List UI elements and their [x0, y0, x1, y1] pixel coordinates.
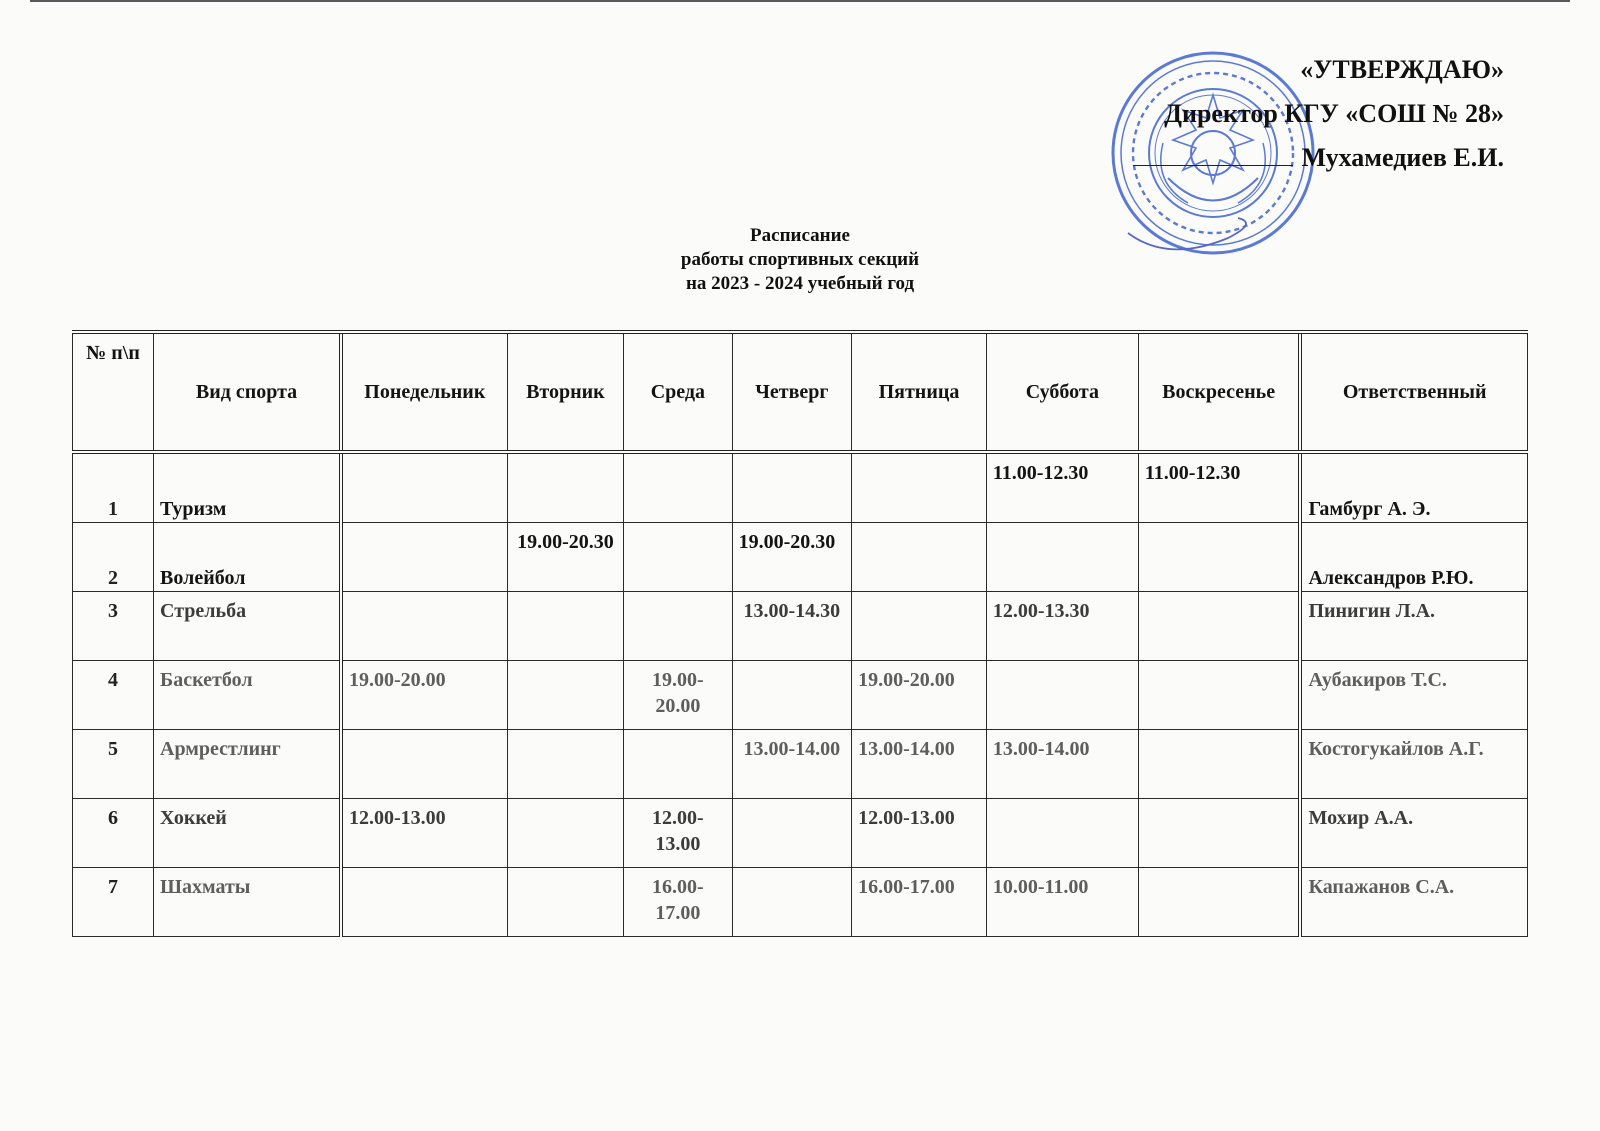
cell-wednesday: 19.00-20.00: [624, 661, 732, 730]
cell-wednesday: 12.00-13.00: [624, 799, 732, 868]
cell-tuesday: [507, 799, 624, 868]
table-row: [73, 730, 1528, 799]
cell-thursday: [732, 799, 852, 868]
cell-saturday: [986, 661, 1138, 730]
cell-tuesday: 19.00-20.30: [507, 523, 624, 592]
row-sport: Туризм: [154, 452, 341, 523]
row-responsible: Мохир А.А.: [1300, 799, 1527, 868]
header-saturday: Суббота: [986, 332, 1138, 452]
cell-tuesday: [507, 730, 624, 799]
row-responsible: Капажанов С.А.: [1300, 868, 1527, 937]
cell-wednesday: [624, 523, 732, 592]
cell-sunday: [1138, 868, 1300, 937]
row-number: 2: [73, 523, 154, 592]
row-number: 5: [73, 730, 154, 799]
title-line-2: работы спортивных секций: [680, 249, 920, 270]
cell-friday: 12.00-13.00: [852, 799, 987, 868]
cell-friday: [852, 592, 987, 661]
approval-title: «УТВЕРЖДАЮ»: [1300, 55, 1504, 84]
schedule-table: [72, 330, 1528, 937]
row-responsible: Гамбург А. Э.: [1300, 452, 1527, 523]
cell-thursday: 13.00-14.30: [732, 592, 852, 661]
cell-tuesday: [507, 868, 624, 937]
cell-wednesday: 16.00-17.00: [624, 868, 732, 937]
cell-tuesday: [507, 661, 624, 730]
header-friday: Пятница: [852, 332, 987, 452]
cell-monday: [341, 523, 507, 592]
table-row: [73, 452, 1528, 523]
cell-friday: 13.00-14.00: [852, 730, 987, 799]
cell-saturday: 12.00-13.30: [986, 592, 1138, 661]
cell-sunday: 11.00-12.30: [1138, 452, 1300, 523]
header-number: № п\п: [73, 332, 154, 452]
cell-saturday: 11.00-12.30: [986, 452, 1138, 523]
row-sport: Шахматы: [154, 868, 341, 937]
cell-thursday: 19.00-20.30: [732, 523, 852, 592]
row-responsible: Александров Р.Ю.: [1300, 523, 1527, 592]
cell-sunday: [1138, 661, 1300, 730]
header-responsible: Ответственный: [1300, 332, 1527, 452]
cell-sunday: [1138, 523, 1300, 592]
cell-wednesday: [624, 452, 732, 523]
cell-saturday: [986, 523, 1138, 592]
row-responsible: Пинигин Л.А.: [1300, 592, 1527, 661]
cell-sunday: [1138, 799, 1300, 868]
header-monday: Понедельник: [341, 332, 507, 452]
cell-wednesday: [624, 592, 732, 661]
cell-saturday: 13.00-14.00: [986, 730, 1138, 799]
cell-monday: [341, 868, 507, 937]
scan-top-edge: [30, 0, 1570, 2]
row-sport: Волейбол: [154, 523, 341, 592]
row-number: 3: [73, 592, 154, 661]
row-number: 7: [73, 868, 154, 937]
cell-monday: 19.00-20.00: [341, 661, 507, 730]
document-title: [0, 224, 1600, 296]
table-row: [73, 523, 1528, 592]
table-row: [73, 592, 1528, 661]
cell-saturday: [986, 799, 1138, 868]
cell-friday: [852, 452, 987, 523]
approval-name: Мухамедиев Е.И.: [1301, 143, 1504, 172]
cell-saturday: 10.00-11.00: [986, 868, 1138, 937]
cell-thursday: 13.00-14.00: [732, 730, 852, 799]
cell-friday: 16.00-17.00: [852, 868, 987, 937]
header-sport: Вид спорта: [154, 332, 341, 452]
cell-friday: 19.00-20.00: [852, 661, 987, 730]
table-row: [73, 868, 1528, 937]
table-row: [73, 661, 1528, 730]
header-tuesday: Вторник: [507, 332, 624, 452]
approval-position: Директор КГУ «СОШ № 28»: [1164, 99, 1504, 128]
approval-signatory: [1044, 136, 1504, 180]
cell-tuesday: [507, 452, 624, 523]
header-wednesday: Среда: [624, 332, 732, 452]
cell-sunday: [1138, 592, 1300, 661]
cell-monday: [341, 452, 507, 523]
row-number: 4: [73, 661, 154, 730]
row-responsible: Аубакиров Т.С.: [1300, 661, 1527, 730]
row-sport: Стрельба: [154, 592, 341, 661]
header-thursday: Четверг: [732, 332, 852, 452]
table-row: [73, 799, 1528, 868]
header-sunday: Воскресенье: [1138, 332, 1300, 452]
cell-thursday: [732, 868, 852, 937]
row-number: 6: [73, 799, 154, 868]
row-number: 1: [73, 452, 154, 523]
approval-block: [1044, 48, 1504, 180]
signature-line: [1133, 145, 1293, 166]
row-responsible: Костогукайлов А.Г.: [1300, 730, 1527, 799]
cell-tuesday: [507, 592, 624, 661]
cell-friday: [852, 523, 987, 592]
cell-sunday: [1138, 730, 1300, 799]
cell-monday: [341, 592, 507, 661]
row-sport: Хоккей: [154, 799, 341, 868]
cell-wednesday: [624, 730, 732, 799]
title-line-3: на 2023 - 2024 учебный год: [685, 273, 915, 294]
title-line-1: Расписание: [750, 225, 850, 246]
cell-thursday: [732, 661, 852, 730]
table-header-row: [73, 332, 1528, 452]
cell-monday: 12.00-13.00: [341, 799, 507, 868]
cell-monday: [341, 730, 507, 799]
row-sport: Баскетбол: [154, 661, 341, 730]
row-sport: Армрестлинг: [154, 730, 341, 799]
cell-thursday: [732, 452, 852, 523]
